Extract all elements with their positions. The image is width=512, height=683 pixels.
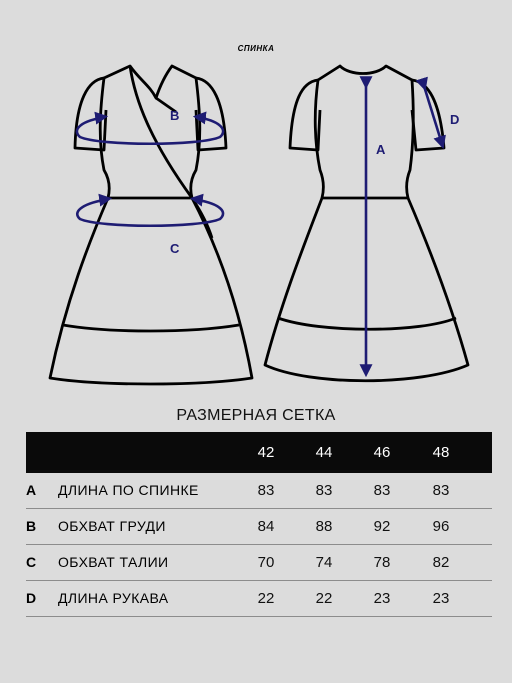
size-header-row xyxy=(26,432,492,473)
row-name: ОБХВАТ ТАЛИИ xyxy=(58,554,169,570)
row-code: C xyxy=(26,554,37,570)
row-code: D xyxy=(26,590,37,606)
row-name: ДЛИНА ПО СПИНКЕ xyxy=(58,482,199,498)
measure-label-d: D xyxy=(450,112,460,127)
table-row xyxy=(26,545,492,581)
row-value: 92 xyxy=(373,518,391,535)
row-value: 88 xyxy=(315,518,333,535)
row-code: B xyxy=(26,518,37,534)
table-row xyxy=(26,473,492,509)
row-value: 82 xyxy=(432,554,450,571)
row-name: ОБХВАТ ГРУДИ xyxy=(58,518,166,534)
size-header-cell: 48 xyxy=(432,444,450,461)
size-header-cell: 44 xyxy=(315,444,333,461)
row-value: 83 xyxy=(257,482,275,499)
row-value: 78 xyxy=(373,554,391,571)
measure-label-c: C xyxy=(170,241,180,256)
row-value: 23 xyxy=(432,590,450,607)
row-value: 83 xyxy=(315,482,333,499)
table-row xyxy=(26,581,492,617)
row-value: 22 xyxy=(257,590,275,607)
row-value: 83 xyxy=(373,482,391,499)
row-value: 22 xyxy=(315,590,333,607)
size-header-cell: 46 xyxy=(373,444,391,461)
row-value: 96 xyxy=(432,518,450,535)
row-code: A xyxy=(26,482,37,498)
size-chart-title: РАЗМЕРНАЯ СЕТКА xyxy=(176,407,336,424)
measure-label-a: A xyxy=(376,142,386,157)
size-chart-table xyxy=(26,432,492,617)
row-value: 84 xyxy=(257,518,275,535)
back-view-label: СПИНКА xyxy=(237,44,275,53)
row-value: 83 xyxy=(432,482,450,499)
row-value: 70 xyxy=(257,554,275,571)
size-header-cell: 42 xyxy=(257,444,275,461)
row-value: 74 xyxy=(315,554,333,571)
row-name: ДЛИНА РУКАВА xyxy=(58,590,169,606)
table-row xyxy=(26,509,492,545)
row-value: 23 xyxy=(373,590,391,607)
measure-label-b: B xyxy=(170,108,180,123)
